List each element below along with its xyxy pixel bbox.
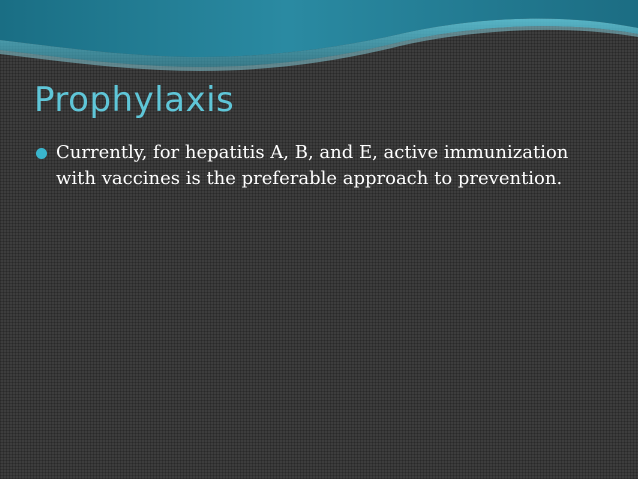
- circle-bullet-icon: [36, 148, 47, 159]
- bullet-text: Currently, for hepatitis A, B, and E, active immunization with vaccines is the preferable approach to prevention.: [56, 142, 569, 189]
- bullet-item: [36, 140, 611, 192]
- header-wave-decoration: [0, 0, 638, 80]
- bullet-list: [36, 140, 611, 192]
- slide-title: Prophylaxis: [34, 80, 235, 120]
